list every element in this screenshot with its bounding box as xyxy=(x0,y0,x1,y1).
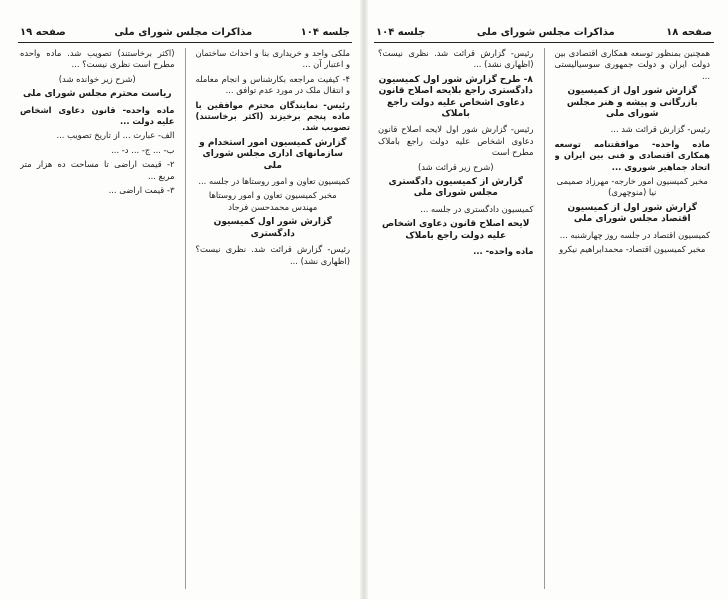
right-title: مذاکرات مجلس شورای ملی xyxy=(476,26,615,38)
text-paragraph: ماده واحده- قانون دعاوی اشخاص علیه دولت ... xyxy=(20,104,175,127)
right-page-column-left xyxy=(378,48,534,589)
section-title: گزارش شور اول از کمیسیون اقتصاد مجلس شورای ملی xyxy=(567,202,698,225)
text-paragraph: (شرح زیر قرائت شد) xyxy=(418,161,494,172)
section-title: گزارش شور اول کمیسیون دادگستری xyxy=(213,217,332,239)
section-title: ریاست محترم مجلس شورای ملی xyxy=(22,89,172,100)
left-page-header xyxy=(20,24,350,40)
signature-line: مخبر کمیسیون اقتصاد- محمدابراهیم نیکرو xyxy=(559,244,706,255)
text-paragraph: کمیسیون اقتصاد در جلسه روز چهارشنبه ... xyxy=(559,229,710,240)
right-session: جلسه ۱۰۴ xyxy=(376,26,426,38)
text-paragraph: رئیس- گزارش قرائت شد. نظری نیست؟ (اظهاری نشد) ... xyxy=(195,244,350,266)
left-page-column-right xyxy=(196,48,351,589)
right-page-number: صفحه ۱۸ xyxy=(666,26,712,38)
column-divider xyxy=(185,48,186,589)
left-title: مذاکرات مجلس شورای ملی xyxy=(114,26,253,38)
left-session: جلسه ۱۰۴ xyxy=(300,26,350,38)
section-title: گزارش از کمیسیون دادگستری مجلس شورای ملی xyxy=(388,177,524,199)
text-paragraph: ملکی واحد و خریداری بنا و احداث ساختمان و اعتبار آن ... xyxy=(195,48,350,70)
right-page-header xyxy=(376,24,712,40)
text-paragraph: ۴- کیفیت مراجعه بکارشناس و انجام معامله و انتقال ملک در مورد عدم توافق ... xyxy=(195,73,350,96)
text-paragraph: رئیس- گزارش قرائت شد ... xyxy=(610,124,710,135)
text-paragraph: ماده واحده- ... xyxy=(473,246,534,257)
text-paragraph: ۲- قیمت اراضی تا مساحت ده هزار متر مربع ... xyxy=(20,159,175,181)
text-paragraph: الف- عبارت ... از تاریخ تصویب ... xyxy=(56,130,175,141)
right-header-rule xyxy=(374,42,714,43)
right-columns xyxy=(378,48,710,589)
text-paragraph: رئیس- گزارش شور اول لایحه اصلاح قانون دعاوی اشخاص علیه دولت راجع باملاک مطرح است xyxy=(378,124,534,158)
text-paragraph: کمیسیون تعاون و امور روستاها در جلسه ... xyxy=(198,176,350,187)
left-columns xyxy=(20,48,350,589)
left-page-number: صفحه ۱۹ xyxy=(20,26,66,38)
left-page-column-left xyxy=(20,48,175,589)
text-paragraph: ۳- قیمت اراضی ... xyxy=(108,185,175,196)
left-header-rule xyxy=(18,42,352,43)
text-paragraph: (شرح زیر خوانده شد) xyxy=(58,73,136,84)
signature-line: مخبر کمیسیون تعاون و امور روستاها مهندس محمدحسن فرجاد xyxy=(208,190,337,212)
right-page-column-right xyxy=(555,48,711,589)
text-paragraph: (اکثر برخاستند) تصویب شد. ماده واحده مطرح است نظری نیست؟ ... xyxy=(20,48,175,70)
text-paragraph: کمیسیون دادگستری در جلسه ... xyxy=(420,203,534,214)
text-paragraph: ب- ... ج- ... د- ... xyxy=(111,144,175,155)
right-page xyxy=(364,0,728,599)
section-title: گزارش کمیسیون امور استخدام و سازمانهای اداری مجلس شورای ملی xyxy=(199,137,347,171)
text-paragraph: رئیس- نمایندگان محترم موافقین با ماده پنجم برخیزند (اکثر برخاستند) تصویب شد. xyxy=(195,99,350,133)
section-title: لایحه اصلاح قانون دعاوی اشخاص علیه دولت راجع باملاک xyxy=(381,219,530,241)
text-paragraph: رئیس- گزارش قرائت شد. نظری نیست؟ (اظهاری نشد) ... xyxy=(378,48,534,70)
column-divider xyxy=(544,48,545,589)
text-paragraph: همچنین بمنظور توسعه همکاری اقتصادی بین دولت ایران و دولت جمهوری سوسیالیستی ... xyxy=(554,48,710,81)
text-paragraph: ماده واحده- موافقتنامه توسعه همکاری اقتصادی و فنی بین ایران و اتحاد جماهیر شوروی ... xyxy=(554,138,710,172)
section-title: گزارش شور اول از کمیسیون بازرگانی و پیشه و هنر مجلس شورای ملی xyxy=(566,86,698,120)
section-title: ۸- طرح گزارش شور اول کمیسیون دادگستری راجع بلایحه اصلاح قانون دعاوی اشخاص علیه دولت راجع باملاک xyxy=(378,74,533,120)
signature-line: مخبر کمیسیون امور خارجه- مهرزاد صمیمی نیا (منوچهری) xyxy=(556,176,708,198)
